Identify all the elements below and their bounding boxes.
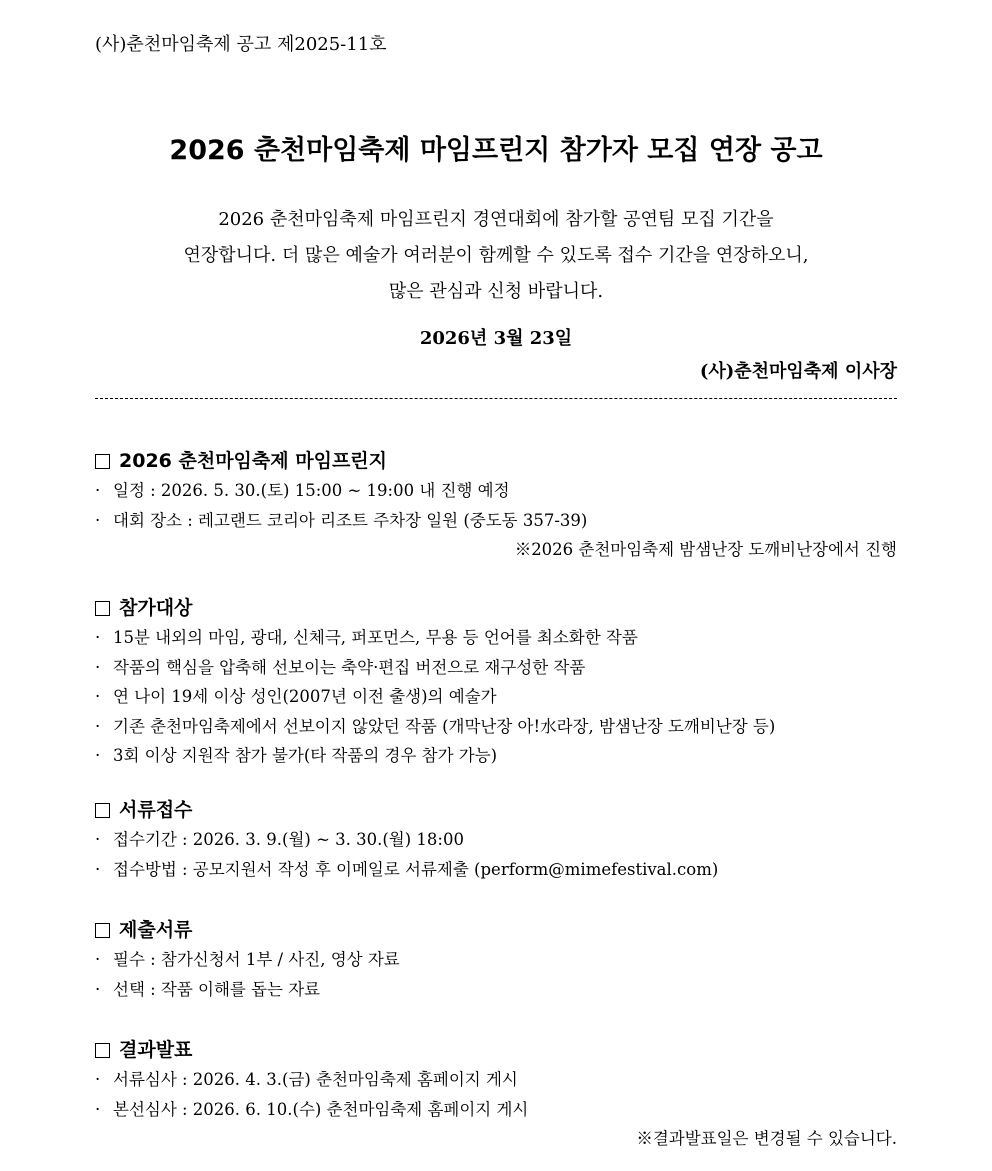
list-item-text: 본선심사 : 2026. 6. 10.(수) 춘천마임축제 홈페이지 게시: [113, 1099, 529, 1119]
bullet-icon: ·: [95, 979, 101, 999]
bullet-icon: ·: [95, 859, 101, 879]
list-item-text: 필수 : 참가신청서 1부 / 사진, 영상 자료: [113, 950, 400, 969]
list-item: [95, 1065, 897, 1095]
notice-number: (사)춘천마임축제 공고 제2025-11호: [95, 34, 387, 55]
list-item-text: 15분 내외의 마임, 광대, 신체극, 퍼포먼스, 무용 등 언어를 최소화한 작품: [113, 628, 638, 647]
list-item: [95, 855, 897, 885]
section-title: [95, 795, 897, 825]
bullet-icon: ·: [95, 657, 101, 677]
section-title-text: 제출서류: [119, 919, 193, 941]
checkbox-icon: [95, 803, 110, 818]
list-item-text: 기존 춘천마임축제에서 선보이지 않았던 작품 (개막난장 아!水라장, 밤샘난장 도깨비난장 등): [113, 716, 776, 736]
bullet-icon: ·: [95, 830, 101, 849]
bullet-icon: ·: [95, 628, 101, 647]
bullet-icon: ·: [95, 510, 101, 530]
section-documents: [95, 915, 897, 1004]
list-item-text: 3회 이상 지원작 참가 불가(타 작품의 경우 참가 가능): [113, 746, 498, 765]
list-item-text: 대회 장소 : 레고랜드 코리아 리조트 주차장 일원 (중도동 357-39): [113, 510, 588, 530]
list-item: [95, 825, 897, 855]
intro-line: 연장합니다. 더 많은 예술가 여러분이 함께할 수 있도록 접수 기간을 연장하오니,: [183, 245, 809, 266]
list-item: [95, 623, 897, 653]
list-item-text: 연 나이 19세 이상 성인(2007년 이전 출생)의 예술가: [113, 687, 497, 706]
list-item: [95, 506, 897, 536]
checkbox-icon: [95, 1043, 110, 1058]
list-item-text: 일정 : 2026. 5. 30.(토) 15:00 ~ 19:00 내 진행 예정: [113, 481, 510, 500]
dashed-divider: [95, 398, 897, 399]
list-item: [95, 682, 897, 712]
section-title-text: 서류접수: [119, 799, 193, 821]
list-item-text: 선택 : 작품 이해를 돕는 자료: [113, 979, 321, 999]
list-item: [95, 975, 897, 1005]
intro-paragraph: [95, 202, 897, 310]
section-title-text: 결과발표: [119, 1039, 193, 1061]
section-title: [95, 446, 897, 476]
section-application: [95, 795, 897, 884]
section-results: [95, 1035, 897, 1154]
section-title-text: 2026 춘천마임축제 마임프린지: [119, 450, 388, 472]
bullet-icon: ·: [95, 746, 101, 765]
list-item-text: 접수기간 : 2026. 3. 9.(월) ~ 3. 30.(월) 18:00: [113, 830, 464, 849]
section-eligibility: [95, 593, 897, 771]
list-item-text: 접수방법 : 공모지원서 작성 후 이메일로 서류제출 (perform@mimefestival.com): [113, 859, 719, 879]
list-item-text: 작품의 핵심을 압축해 선보이는 축약·편집 버전으로 재구성한 작품: [113, 657, 586, 677]
intro-line: 2026 춘천마임축제 마임프린지 경연대회에 참가할 공연팀 모집 기간을: [218, 209, 774, 230]
section-schedule: [95, 446, 897, 565]
list-item-text: 서류심사 : 2026. 4. 3.(금) 춘천마임축제 홈페이지 게시: [113, 1070, 518, 1089]
bullet-icon: ·: [95, 950, 101, 969]
section-note: ※2026 춘천마임축제 밤샘난장 도깨비난장에서 진행: [514, 540, 897, 559]
page-title: 2026 춘천마임축제 마임프린지 참가자 모집 연장 공고: [169, 135, 823, 166]
checkbox-icon: [95, 601, 110, 616]
list-item: [95, 1095, 897, 1125]
list-item: [95, 476, 897, 506]
intro-line: 많은 관심과 신청 바랍니다.: [388, 281, 604, 302]
checkbox-icon: [95, 923, 110, 938]
section-title: [95, 593, 897, 623]
bullet-icon: ·: [95, 1099, 101, 1119]
section-title-text: 참가대상: [119, 597, 193, 619]
checkbox-icon: [95, 454, 110, 469]
list-item: [95, 712, 897, 742]
bullet-icon: ·: [95, 687, 101, 706]
bullet-icon: ·: [95, 716, 101, 736]
notice-date: 2026년 3월 23일: [419, 328, 573, 349]
list-item: [95, 945, 897, 975]
section-title: [95, 915, 897, 945]
section-note: ※결과발표일은 변경될 수 있습니다.: [636, 1129, 897, 1148]
section-title: [95, 1035, 897, 1065]
signer: (사)춘천마임축제 이사장: [699, 361, 897, 382]
list-item: [95, 741, 897, 771]
bullet-icon: ·: [95, 481, 101, 500]
bullet-icon: ·: [95, 1070, 101, 1089]
list-item: [95, 653, 897, 683]
